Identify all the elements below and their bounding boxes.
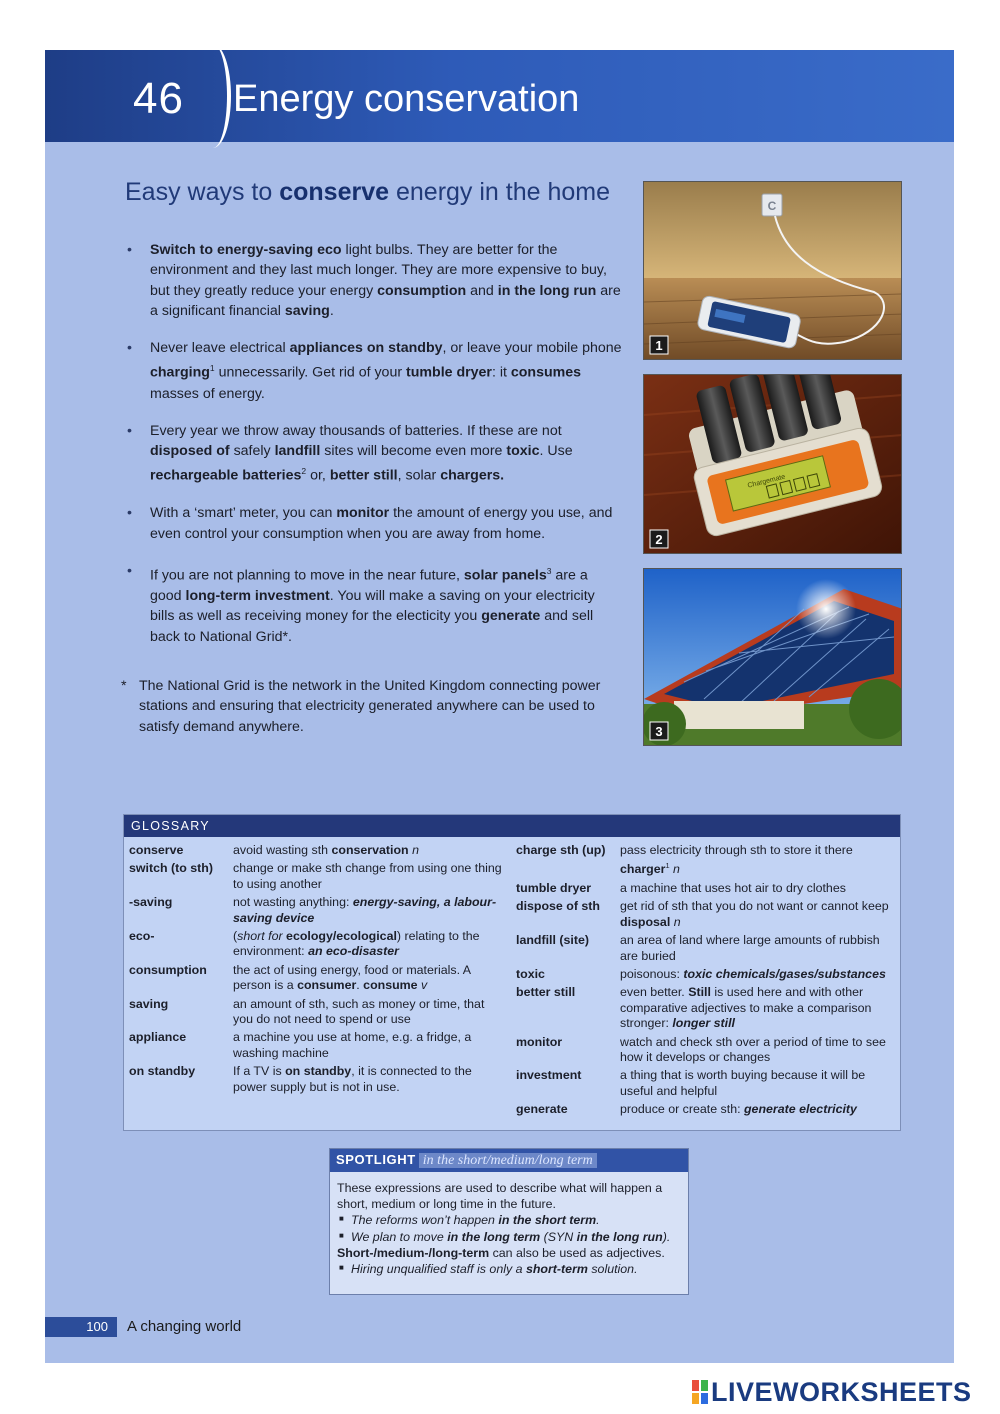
- glossary-definition: pass electricity through sth to store it there charger$^1$ n: [620, 843, 853, 877]
- glossary-term: dispose of sth: [516, 899, 600, 914]
- tip-item: • With a ‘smart’ meter, you can monitor the amount of energy you use, and even control your consumption when you are away from home.: [123, 503, 623, 544]
- tip-item: • Never leave electrical appliances on standby, or leave your mobile phone charging$^1$ unnecessarily. Get rid of your tumble dryer: it consumes masses of energy.: [123, 338, 623, 404]
- tips-list: [123, 240, 623, 664]
- spotlight-example: ■ The reforms won’t happen in the short term.: [337, 1212, 682, 1228]
- glossary-entry: [129, 895, 504, 926]
- spotlight-example: ■ We plan to move in the long term (SYN in the long run).: [337, 1229, 682, 1245]
- glossary-entry: [516, 1068, 898, 1099]
- spotlight-label: SPOTLIGHT: [336, 1152, 416, 1167]
- logo-square: [692, 1393, 699, 1404]
- chapter-title: Energy conservation: [233, 78, 580, 120]
- glossary-definition: avoid wasting sth conservation n: [233, 843, 419, 857]
- glossary-entry: [516, 1102, 898, 1117]
- chapter-number: 46: [133, 74, 184, 123]
- photo-solar-roof: [643, 568, 902, 746]
- glossary-term: on standby: [129, 1064, 196, 1079]
- tip-item: • Switch to energy-saving eco light bulbs. They are better for the environment and they last much longer. They are more expensive to buy, but they greatly reduce your energy consumption and in the long run are a significant financial saving.: [123, 240, 623, 321]
- footnote: [121, 676, 621, 737]
- glossary-left-column: [129, 843, 504, 1098]
- glossary-entry: [129, 1030, 504, 1061]
- footnote-text: The National Grid is the network in the United Kingdom connecting power stations and ensuring that electricity generated anywhere can be used to satisfy demand anywhere.: [139, 678, 601, 735]
- spotlight-adjective-note: Short-/medium-/long-term can also be used as adjectives.: [337, 1245, 665, 1260]
- glossary-entry: [516, 843, 898, 878]
- tip-item: • If you are not planning to move in the near future, solar panels$^3$ are a good long-term investment. You will make a saving on your electricity bills as well as receiving money for the electicity you generate and sell back to National Grid*.: [123, 561, 623, 647]
- glossary-entry: [129, 963, 504, 994]
- glossary-term: generate: [516, 1102, 568, 1117]
- photo-number: 1: [655, 338, 663, 353]
- glossary-entry: [516, 881, 898, 896]
- photo-battery-charger: [643, 374, 902, 554]
- glossary-term: switch (to sth): [129, 861, 213, 876]
- spotlight-header: [330, 1149, 688, 1172]
- glossary-definition: the act of using energy, food or materials. A person is a consumer. consume v: [233, 962, 471, 993]
- glossary-entry: [129, 1064, 504, 1095]
- section-heading: [125, 178, 610, 207]
- glossary-definition: a machine that uses hot air to dry clothes: [620, 880, 846, 895]
- photo-number: 3: [655, 724, 663, 739]
- glossary-term: eco-: [129, 929, 155, 944]
- glossary-term: toxic: [516, 966, 545, 981]
- glossary-definition: (short for ecology/ecological) relating to the environment: an eco-disaster: [233, 929, 480, 959]
- glossary-term: consumption: [129, 962, 207, 977]
- charger-display-label: Chargemate: [746, 473, 787, 490]
- photo-number: 2: [655, 532, 663, 547]
- glossary-term: landfill (site): [516, 933, 589, 948]
- liveworksheets-wordmark: LIVEWORKSHEETS: [711, 1376, 972, 1407]
- glossary-definition: get rid of sth that you do not want or cannot keep disposal n: [620, 899, 889, 929]
- glossary-definition: produce or create sth: generate electricity: [620, 1102, 857, 1117]
- glossary-entry: [516, 899, 898, 930]
- battery-charger-illustration: [644, 375, 902, 554]
- glossary-term: appliance: [129, 1030, 187, 1045]
- glossary-term: -saving: [129, 895, 173, 910]
- glossary-term: investment: [516, 1068, 582, 1083]
- glossary-entry: [129, 997, 504, 1028]
- glossary-definition: an area of land where large amounts of rubbish are buried: [620, 933, 880, 963]
- logo-square: [701, 1393, 708, 1404]
- spotlight-body: [330, 1172, 688, 1277]
- footnote-marker: *: [121, 678, 127, 694]
- glossary-definition: If a TV is on standby, it is connected to the power supply but is not in use.: [233, 1064, 472, 1094]
- spotlight-intro: These expressions are used to describe what will happen a short, medium or long time in the future.: [337, 1181, 663, 1212]
- banner-divider-arc: [195, 50, 231, 148]
- spotlight-box: [329, 1148, 689, 1295]
- tip-item: • Every year we throw away thousands of batteries. If these are not disposed of safely landfill sites will become even more toxic. Use rechargeable batteries$^2$ or, better still, solar chargers.: [123, 421, 623, 487]
- chapter-banner: [45, 50, 954, 142]
- wall-plug-letter: C: [767, 199, 777, 213]
- page-number: 100: [45, 1317, 117, 1337]
- spotlight-subtitle: in the short/medium/long term: [419, 1153, 597, 1168]
- glossary-definition: not wasting anything: energy-saving, a labour-saving device: [233, 895, 497, 925]
- phone-charging-illustration: [644, 182, 902, 360]
- glossary-definition: change or make sth change from using one thing to using another: [233, 861, 502, 891]
- glossary-definition: poisonous: toxic chemicals/gases/substances: [620, 966, 886, 981]
- glossary-entry: [129, 843, 504, 858]
- glossary-entry: [516, 933, 898, 964]
- glossary-box: [123, 814, 901, 1131]
- glossary-term: saving: [129, 996, 169, 1011]
- glossary-definition: a thing that is worth buying because it will be useful and helpful: [620, 1068, 866, 1098]
- liveworksheets-logo[interactable]: [692, 1375, 972, 1409]
- glossary-term: charge sth (up): [516, 843, 606, 857]
- logo-square: [692, 1380, 699, 1391]
- textbook-page: [45, 50, 954, 1363]
- page-section-title: A changing world: [127, 1318, 242, 1335]
- glossary-entry: [516, 985, 898, 1031]
- photo-phone-charging: [643, 181, 902, 360]
- glossary-title: GLOSSARY: [124, 815, 900, 837]
- liveworksheets-grid-icon: [692, 1380, 708, 1404]
- glossary-definition: watch and check sth over a period of time to see how it develops or changes: [620, 1034, 886, 1064]
- glossary-entry: [129, 929, 504, 960]
- glossary-entry: [516, 1035, 898, 1066]
- spotlight-example: ■ Hiring unqualified staff is only a short-term solution.: [337, 1261, 682, 1277]
- section-heading-suffix: energy in the home: [389, 178, 611, 206]
- glossary-entry: [129, 861, 504, 892]
- glossary-term: monitor: [516, 1034, 563, 1049]
- glossary-term: conserve: [129, 843, 184, 857]
- glossary-definition: an amount of sth, such as money or time, that you do not need to spend or use: [233, 996, 485, 1027]
- section-heading-prefix: Easy ways to: [125, 178, 280, 206]
- section-heading-bold: conserve: [279, 178, 390, 206]
- glossary-definition: even better. Still is used here and with other comparative adjectives to make a comparison stronger: longer still: [620, 985, 872, 1031]
- solar-roof-illustration: [644, 569, 902, 746]
- glossary-term: better still: [516, 985, 576, 1000]
- glossary-entry: [516, 967, 898, 982]
- glossary-right-column: [516, 843, 898, 1121]
- glossary-definition: a machine you use at home, e.g. a fridge, a washing machine: [233, 1030, 472, 1060]
- logo-square: [701, 1380, 708, 1391]
- glossary-term: tumble dryer: [516, 880, 592, 895]
